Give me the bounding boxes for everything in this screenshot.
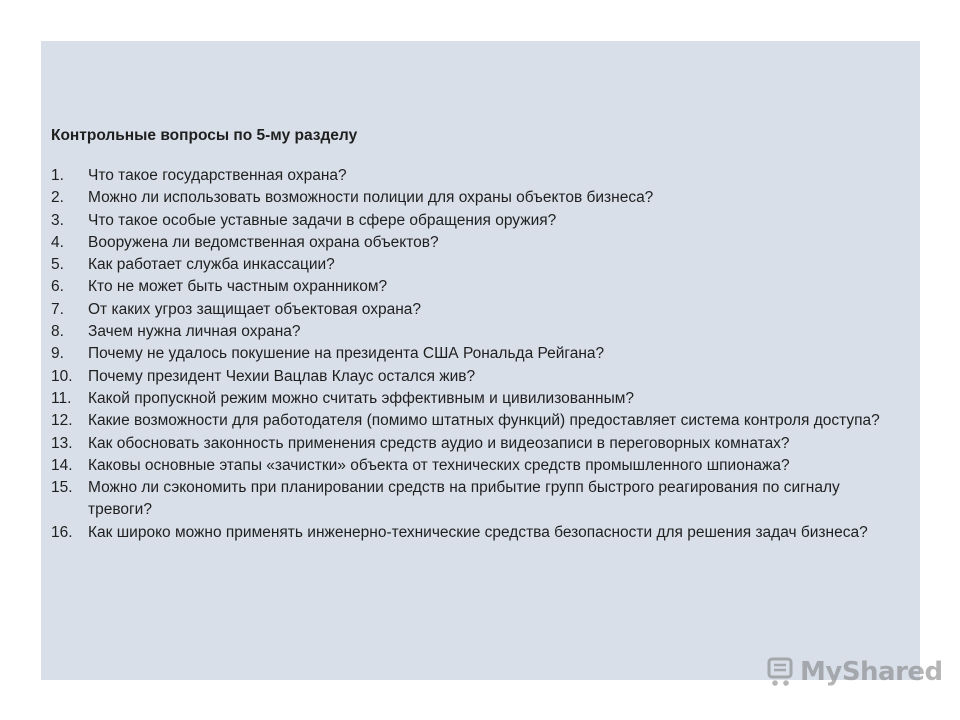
item-number: 9. (51, 345, 64, 363)
item-text: Зачем нужна личная охрана? (88, 323, 301, 341)
item-number: 10. (51, 367, 73, 385)
item-text: Можно ли сэкономить при планировании средств на прибытие групп быстрого реагирования по сигналу тревоги? (88, 479, 840, 519)
item-text: От каких угроз защищает объектовая охрана? (88, 300, 422, 318)
item-number: 5. (51, 256, 64, 274)
item-text: Можно ли использовать возможности полиции для охраны объектов бизнеса? (88, 189, 654, 207)
item-text: Что такое государственная охрана? (88, 167, 347, 184)
item-number: 7. (51, 300, 64, 318)
item-number: 8. (51, 323, 64, 341)
item-number: 1. (51, 167, 64, 184)
item-number: 14. (51, 456, 73, 474)
list-item (51, 276, 906, 298)
watermark (766, 656, 943, 688)
item-text: Какие возможности для работодателя (помимо штатных функций) предоставляет система контроля доступа? (88, 412, 880, 430)
item-text: Как обосновать законность применения средств аудио и видеозаписи в переговорных комнатах? (88, 434, 790, 452)
item-number: 3. (51, 211, 64, 229)
item-number: 2. (51, 189, 64, 207)
watermark-text: MyShared (800, 657, 943, 687)
item-number: 15. (51, 479, 73, 497)
item-text: Почему президент Чехии Вацлав Клаус остался жив? (88, 367, 476, 385)
item-text: Почему не удалось покушение на президента США Рональда Рейгана? (88, 345, 605, 363)
item-number: 4. (51, 233, 64, 251)
slide-content (51, 125, 906, 544)
list-item (51, 343, 906, 365)
question-list (51, 165, 906, 544)
list-item (51, 232, 906, 254)
slide-title: Контрольные вопросы по 5-му разделу (51, 127, 358, 144)
list-item (51, 165, 906, 187)
list-item (51, 210, 906, 232)
slide (41, 41, 920, 680)
item-text: Как широко можно применять инженерно-технические средства безопасности для решения задач бизнеса? (88, 523, 868, 541)
list-item (51, 187, 906, 209)
item-number: 6. (51, 278, 64, 296)
item-number: 16. (51, 523, 73, 541)
list-item (51, 410, 906, 432)
item-text: Что такое особые уставные задачи в сфере обращения оружия? (88, 211, 557, 229)
list-item (51, 522, 906, 544)
item-text: Как работает служба инкассации? (88, 256, 335, 274)
item-text: Какой пропускной режим можно считать эффективным и цивилизованным? (88, 389, 634, 407)
item-text: Кто не может быть частным охранником? (88, 278, 388, 296)
list-item (51, 366, 906, 388)
shopping-cart-icon (766, 656, 796, 688)
item-text: Каковы основные этапы «зачистки» объекта от технических средств промышленного шпионажа? (88, 456, 790, 474)
item-number: 11. (51, 389, 72, 407)
item-number: 12. (51, 412, 73, 430)
item-number: 13. (51, 434, 73, 452)
list-item (51, 477, 906, 522)
list-item (51, 388, 906, 410)
list-item (51, 321, 906, 343)
item-text: Вооружена ли ведомственная охрана объектов? (88, 233, 439, 251)
list-item (51, 299, 906, 321)
list-item (51, 433, 906, 455)
list-item (51, 254, 906, 276)
list-item (51, 455, 906, 477)
